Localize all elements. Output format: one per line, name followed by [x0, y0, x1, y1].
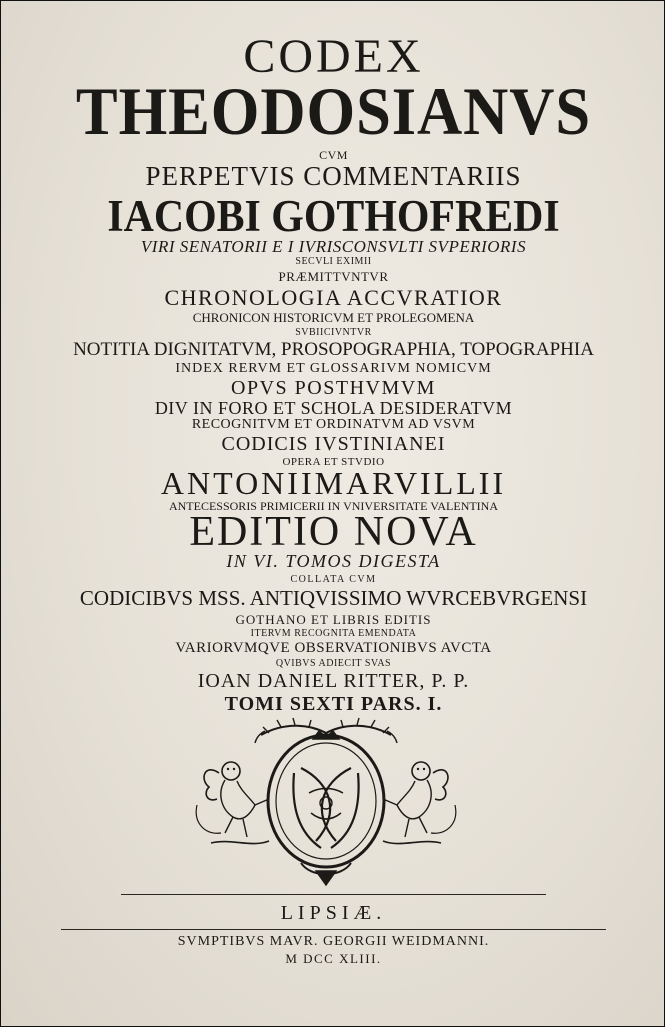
line-chronologia: CHRONOLOGIA ACCVRATIOR	[164, 285, 503, 310]
line-codicis: CODICIS IVSTINIANEI	[221, 433, 446, 455]
line-subiiciuntur: SVBIICIVNTVR	[295, 327, 372, 338]
title-theodosianus: THEODOSIANVS	[75, 73, 592, 149]
line-praemittuntur: PRÆMITTVNTVR	[278, 269, 389, 284]
line-index: INDEX RERVM ET GLOSSARIVM NOMICVM	[175, 361, 492, 376]
line-chronicon: CHRONICON HISTORICVM ET PROLEGOMENA	[192, 310, 475, 325]
rule-bottom	[61, 929, 606, 930]
imprint-year: M DCC XLIII.	[285, 951, 382, 966]
line-codicibus: CODICIBVS MSS. ANTIQVISSIMO WVRCEBVRGENSI	[79, 586, 588, 610]
line-gothano: GOTHANO ET LIBRIS EDITIS	[235, 612, 432, 627]
line-iterum: ITERVM RECOGNITA EMENDATA	[250, 628, 417, 639]
editor-name: ANTONIIMARVILLII	[160, 465, 507, 501]
line-collata: COLLATA CVM	[290, 574, 377, 585]
line-cum: CVM	[319, 148, 348, 162]
imprint-place: LIPSIÆ.	[280, 902, 387, 924]
line-editio-nova: EDITIO NOVA	[189, 509, 478, 555]
rule-top	[121, 894, 546, 895]
line-opus: OPVS POSTHVMVM	[231, 377, 436, 399]
line-recognitum: RECOGNITVM ET ORDINATVM AD VSVM	[191, 417, 476, 432]
line-perpetuis: PERPETVIS COMMENTARIIS	[145, 161, 522, 191]
line-quibus: QVIBVS ADIECIT SVAS	[275, 658, 392, 669]
line-opera: OPERA ET STVDIO	[282, 456, 385, 468]
printer-device-emblem-icon	[191, 713, 461, 891]
line-seculi: SECVLI EXIMII	[295, 256, 372, 267]
line-notitia: NOTITIA DIGNITATVM, PROSOPOGRAPHIA, TOPOGRAPHIA	[73, 339, 594, 360]
line-variorum: VARIORVMQVE OBSERVATIONIBVS AVCTA	[175, 640, 492, 656]
title-codex: CODEX	[243, 30, 424, 83]
line-tomos: IN VI. TOMOS DIGESTA	[226, 551, 441, 571]
line-diu: DIV IN FORO ET SCHOLA DESIDERATVM	[154, 398, 513, 418]
imprint-publisher: SVMPTIBVS MAVR. GEORGII WEIDMANNI.	[177, 934, 490, 949]
line-ritter: IOAN DANIEL RITTER, P. P.	[197, 670, 470, 692]
line-tomi-sexti: TOMI SEXTI PARS. I.	[224, 693, 443, 715]
line-antecessoris: ANTECESSORIS PRIMICERII IN VNIVERSITATE VALENTINA	[168, 499, 499, 513]
line-viri: VIRI SENATORII E I IVRISCONSVLTI SVPERIORIS	[140, 237, 527, 256]
author-name: IACOBI GOTHOFREDI	[107, 191, 560, 241]
